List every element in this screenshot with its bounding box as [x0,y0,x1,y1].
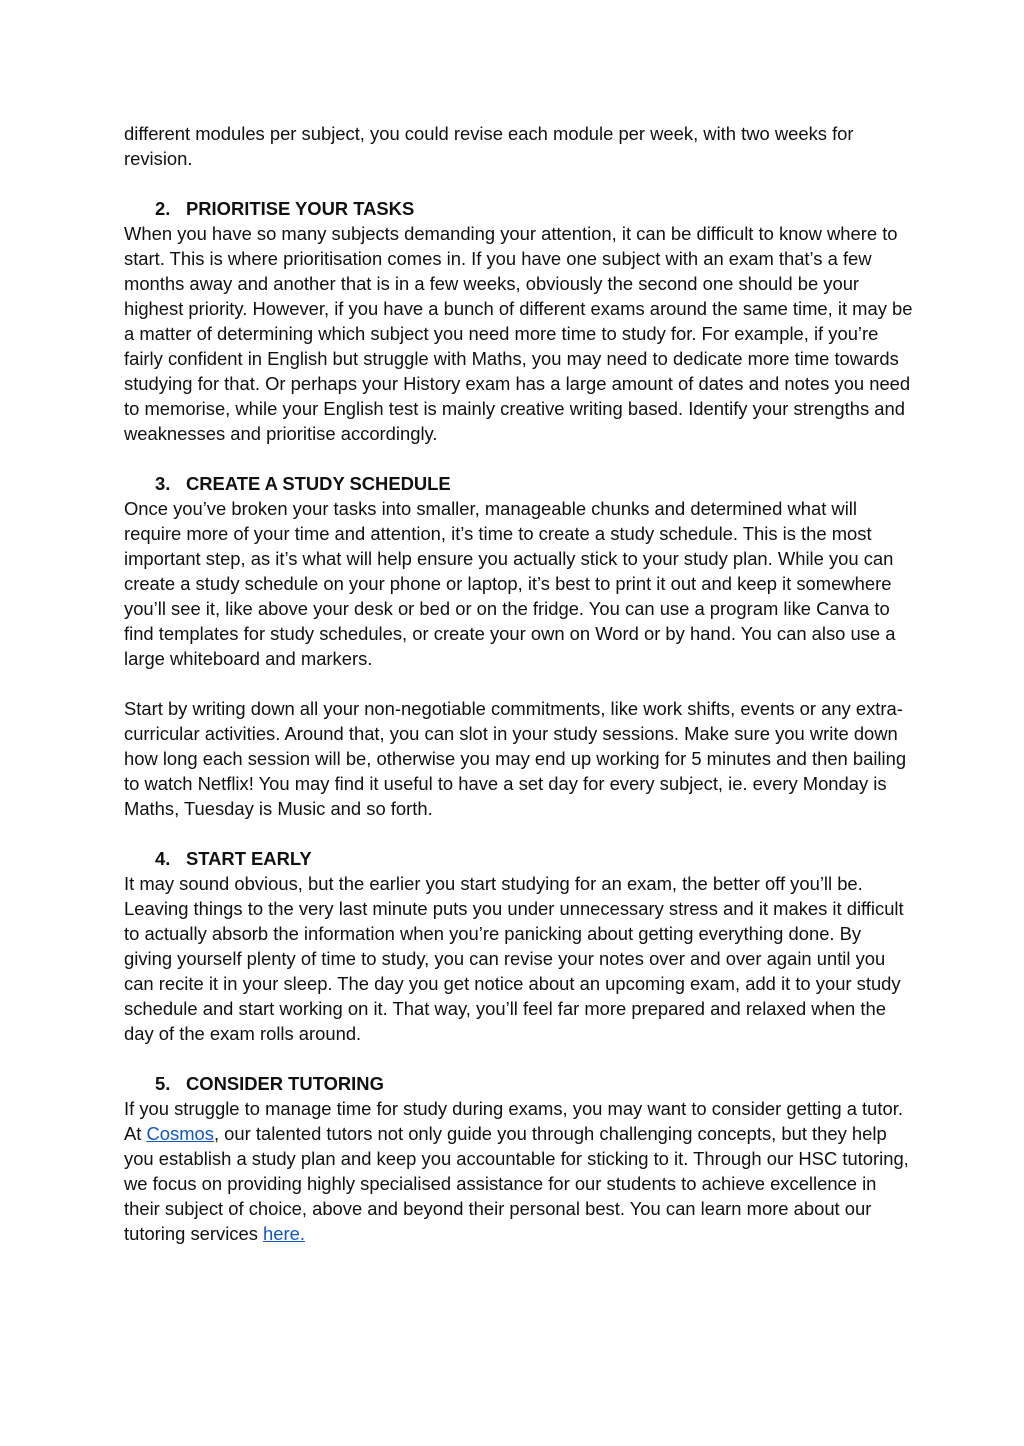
document-page [124,121,914,1246]
section-title: CREATE A STUDY SCHEDULE [186,473,451,494]
section-title: PRIORITISE YOUR TASKS [186,198,415,219]
section-tutoring [124,1071,914,1246]
section-number: 3. [155,473,171,494]
section-paragraph: Once you’ve broken your tasks into smaller, manageable chunks and determined what will require more of your time and attention, it’s time to create a study schedule. This is the most important step, as it’s what will help ensure you actually stick to your study plan. While you can create a study schedule on your phone or laptop, it’s best to print it out and keep it somewhere you’ll see it, like above your desk or bed or on the fridge. You can use a program like Canva to find templates for study schedules, or create your own on Word or by hand. You can also use a large whiteboard and markers. [124,498,896,669]
spacer [124,171,914,196]
section-paragraph [124,1096,914,1246]
spacer [124,446,914,471]
section-heading [124,1071,914,1096]
spacer [124,1046,914,1071]
tutoring-services-link[interactable]: here. [263,1223,305,1244]
section-number: 5. [155,1073,171,1094]
paragraph-text: If you struggle to manage time for study during exams, you may want to consider getting a tutor. At [124,1098,903,1144]
section-heading [124,196,914,221]
intro-paragraph: different modules per subject, you could revise each module per week, with two weeks for revision. [124,123,854,169]
section-prioritise [124,196,914,446]
section-heading [124,471,914,496]
section-start-early [124,846,914,1046]
section-number: 4. [155,848,171,869]
section-title: START EARLY [186,848,312,869]
section-paragraph: Start by writing down all your non-negotiable commitments, like work shifts, events or any extra-curricular activities. Around that, you can slot in your study sessions. Make sure you write down how long each session will be, otherwise you may end up working for 5 minutes and then bailing to watch Netflix! You may find it useful to have a set day for every subject, ie. every Monday is Maths, Tuesday is Music and so forth. [124,698,907,819]
section-paragraph: When you have so many subjects demanding your attention, it can be difficult to know where to start. This is where prioritisation comes in. If you have one subject with an exam that’s a few months away and another that is in a few weeks, obviously the second one should be your highest priority. However, if you have a bunch of different exams around the same time, it may be a matter of determining which subject you need more time to study for. For example, if you’re fairly confident in English but struggle with Maths, you may need to dedicate more time towards studying for that. Or perhaps your History exam has a large amount of dates and notes you need to memorise, while your English test is mainly creative writing based. Identify your strengths and weaknesses and prioritise accordingly. [124,223,913,444]
paragraph-text: , our talented tutors not only guide you through challenging concepts, but they help you establish a study plan and keep you accountable for sticking to it. Through our HSC tutoring, we focus on providing highly specialised assistance for our students to achieve excellence in their subject of choice, above and beyond their personal best. You can learn more about our tutoring services [124,1123,909,1244]
section-study-schedule [124,471,914,821]
spacer [124,671,914,696]
section-paragraph: It may sound obvious, but the earlier you start studying for an exam, the better off you’ll be. Leaving things to the very last minute puts you under unnecessary stress and it makes it difficult to actually absorb the information when you’re panicking about getting everything done. By giving yourself plenty of time to study, you can revise your notes over and over again until you can recite it in your sleep. The day you get notice about an upcoming exam, add it to your study schedule and start working on it. That way, you’ll feel far more prepared and relaxed when the day of the exam rolls around. [124,873,904,1044]
section-heading [124,846,914,871]
spacer [124,821,914,846]
cosmos-link[interactable]: Cosmos [146,1123,214,1144]
section-number: 2. [155,198,171,219]
section-title: CONSIDER TUTORING [186,1073,384,1094]
